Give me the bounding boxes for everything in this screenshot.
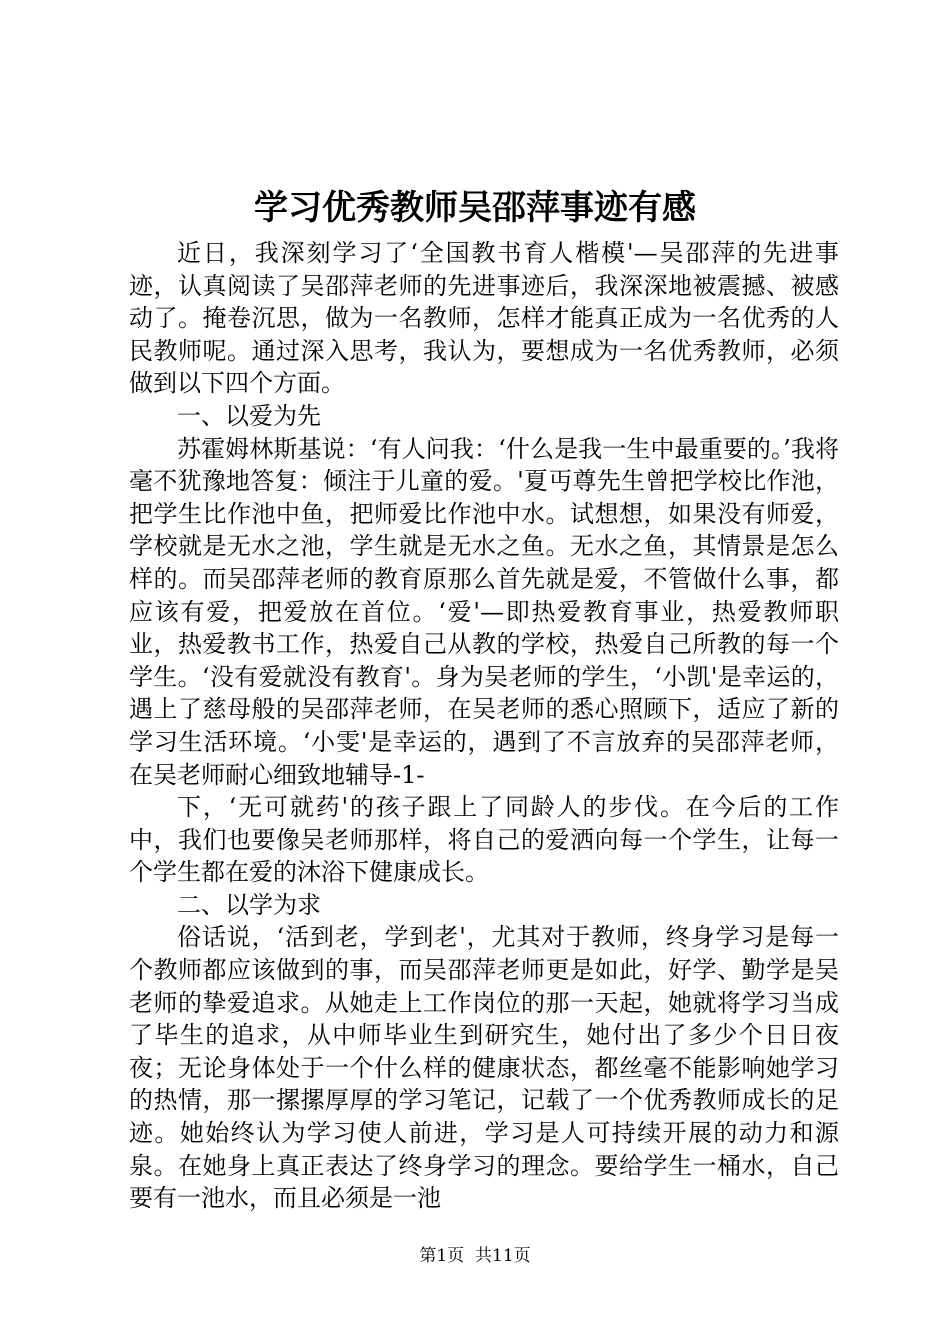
study-paragraph: 俗话说，‘活到老，学到老'，尤其对于教师，终身学习是每一个教师都应该做到的事，而吴邵萍老师更是如此，好学、勤学是吴老师的挚爱追求。从她走上工作岗位的那一天起，她就将学习当成了毕生的追求，从中师毕业生到研究生，她付出了多少个日日夜夜；无论身体处于一个什么样的健康状态，都丝毫不能影响她学习的热情，那一摞摞厚厚的学习笔记，记载了一个优秀教师成长的足迹。她始终认为学习使人前进，学习是人可持续开展的动力和源泉。在她身上真正表达了终身学习的理念。要给学生一桶水，自己要有一池水，而且必须是一池 (129, 923, 839, 1213)
section-heading-love-first: 一、以爱为先 (177, 401, 321, 430)
document-title: 学习优秀教师吴邵萍事迹有感 (254, 188, 696, 228)
page-number: 第1页 (419, 1246, 465, 1266)
love-paragraph-continued: 下，‘无可就药'的孩子跟上了同龄人的步伐。在今后的工作中，我们也要像吴老师那样，将自己的爱洒向每一个学生，让每一个学生都在爱的沐浴下健康成长。 (129, 793, 839, 887)
love-paragraph: 苏霍姆林斯基说：‘有人问我：‘什么是我一生中最重要的。’我将毫不犹豫地答复：倾注于儿童的爱。'夏丏尊先生曾把学校比作池，把学生比作池中鱼，把师爱比作池中水。试想想，如果没有师爱，学校就是无水之池，学生就是无水之鱼。无水之鱼，其情景是怎么样的。而吴邵萍老师的教育原那么首先就是爱，不管做什么事，都应该有爱，把爱放在首位。‘爱'—即热爱教育事业，热爱教师职业，热爱教书工作，热爱自己从教的学校，热爱自己所教的每一个学生。‘没有爱就没有教育'。身为吴老师的学生，‘小凯'是幸运的，遇上了慈母般的吴邵萍老师，在吴老师的悉心照顾下，适应了新的学习生活环境。‘小雯'是幸运的，遇到了不言放弃的吴邵萍老师，在吴老师耐心细致地辅导-1- (129, 434, 839, 789)
intro-paragraph: 近日，我深刻学习了‘全国教书育人楷模'—吴邵萍的先进事迹，认真阅读了吴邵萍老师的先进事迹后，我深深地被震撼、被感动了。掩卷沉思，做为一名教师，怎样才能真正成为一名优秀的人民教师呢。通过深入思考，我认为，要想成为一名优秀教师，必须做到以下四个方面。 (129, 239, 839, 398)
page-total: 共11页 (475, 1246, 531, 1266)
page-footer (0, 1241, 950, 1266)
section-heading-study: 二、以学为求 (177, 890, 321, 919)
document-body (129, 237, 839, 1215)
